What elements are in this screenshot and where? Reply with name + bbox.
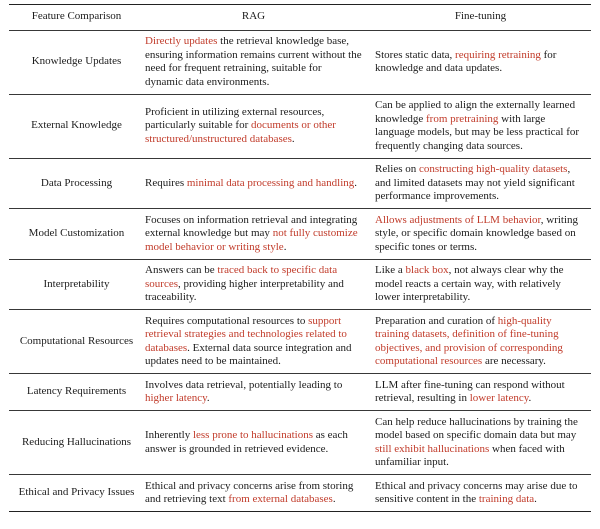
fine-tuning-cell bbox=[374, 374, 591, 411]
feature-label: Reducing Hallucinations bbox=[9, 411, 144, 475]
body-text: as each answer is grounded in retrieved evidence. bbox=[145, 429, 348, 455]
table-row bbox=[9, 374, 591, 411]
body-text: . bbox=[332, 493, 336, 505]
body-text: Preparation and curation of bbox=[375, 314, 498, 327]
feature-label: Computational Resources bbox=[9, 310, 144, 374]
highlighted-phrase: minimal data processing and handling bbox=[186, 176, 355, 189]
body-text: Stores static data, bbox=[375, 48, 456, 61]
table-row bbox=[9, 259, 591, 310]
feature-label: Model Customization bbox=[9, 209, 144, 260]
highlighted-phrase: support retrieval strategies and technologies related to databases bbox=[145, 314, 347, 354]
highlighted-phrase: requiring retraining bbox=[455, 48, 541, 61]
table-row bbox=[9, 158, 591, 209]
column-header-feature-comparison: Feature Comparison bbox=[9, 5, 144, 31]
column-header-fine-tuning: Fine-tuning bbox=[374, 5, 591, 31]
fine-tuning-cell bbox=[374, 411, 591, 475]
body-text: . External data source integration and updates need to be maintained. bbox=[145, 341, 352, 367]
body-text: , providing higher interpretability and traceability. bbox=[145, 277, 344, 303]
feature-label: Latency Requirements bbox=[9, 374, 144, 411]
table-header bbox=[9, 5, 591, 31]
body-text: . bbox=[528, 392, 532, 404]
highlighted-phrase: still exhibit hallucinations bbox=[375, 442, 490, 455]
fine-tuning-cell bbox=[374, 259, 591, 310]
rag-cell bbox=[144, 94, 374, 158]
fine-tuning-cell bbox=[374, 158, 591, 209]
body-text: Focuses on information retrieval and integrating external knowledge but may bbox=[145, 213, 358, 239]
body-text: Ethical and privacy concerns may arise due to sensitive content in the bbox=[375, 479, 578, 505]
feature-label: Data Processing bbox=[9, 158, 144, 209]
body-text: Like a bbox=[375, 264, 406, 276]
body-text: Ethical and privacy concerns arise from storing and retrieving text bbox=[145, 479, 354, 505]
fine-tuning-cell bbox=[374, 94, 591, 158]
body-text: Relies on bbox=[375, 163, 419, 175]
rag-cell bbox=[144, 310, 374, 374]
table-row bbox=[9, 411, 591, 475]
body-text: . bbox=[354, 176, 358, 189]
highlighted-phrase: from pretraining bbox=[426, 112, 499, 125]
column-header-rag: RAG bbox=[144, 5, 374, 31]
body-text: Can be applied to align the externally learned knowledge bbox=[375, 99, 576, 125]
body-text: for knowledge and data updates. bbox=[375, 48, 557, 74]
highlighted-phrase: documents or other structured/unstructured databases bbox=[145, 119, 336, 145]
highlighted-phrase: high-quality training datasets, definition of fine-tuning objectives, and provision of corresponding computational resources bbox=[375, 314, 563, 367]
body-text: Proficient in utilizing external resources, particularly suitable for bbox=[145, 105, 325, 132]
table-row bbox=[9, 310, 591, 374]
body-text: . bbox=[291, 132, 295, 145]
body-text: Can help reduce hallucinations by training the model based on specific domain data but may bbox=[375, 415, 578, 441]
rag-cell bbox=[144, 374, 374, 411]
table-row bbox=[9, 30, 591, 94]
body-text: , writing style, or specific domain knowledge based on specific tones or terms. bbox=[375, 213, 579, 253]
feature-label: Interpretability bbox=[9, 259, 144, 310]
highlighted-phrase: black box bbox=[405, 264, 449, 276]
rag-cell bbox=[144, 158, 374, 209]
table-row bbox=[9, 209, 591, 260]
rag-cell bbox=[144, 259, 374, 310]
comparison-table bbox=[9, 4, 591, 512]
table-body bbox=[9, 30, 591, 512]
highlighted-phrase: not fully customize model behavior or writing style bbox=[145, 227, 358, 253]
highlighted-phrase: training data bbox=[478, 493, 535, 505]
body-text: the retrieval knowledge base, ensuring information remains current without the need for frequent retraining, suitable for dynamic data environments. bbox=[145, 35, 362, 88]
table-row bbox=[9, 475, 591, 512]
highlighted-phrase: Directly updates bbox=[145, 35, 218, 47]
body-text: when faced with unfamiliar input. bbox=[375, 442, 565, 468]
body-text: Involves data retrieval, potentially leading to bbox=[145, 378, 343, 391]
fine-tuning-cell bbox=[374, 475, 591, 512]
highlighted-phrase: higher latency bbox=[145, 392, 207, 404]
highlighted-phrase: traced back to specific data sources bbox=[145, 264, 338, 290]
fine-tuning-cell bbox=[374, 310, 591, 374]
body-text: . bbox=[206, 392, 210, 404]
body-text: , not always clear why the model reacts a certain way, with relatively lower interpretability. bbox=[375, 264, 564, 303]
body-text: . bbox=[283, 240, 287, 253]
header-row bbox=[9, 5, 591, 31]
body-text: are necessary. bbox=[482, 355, 546, 367]
feature-label: External Knowledge bbox=[9, 94, 144, 158]
highlighted-phrase: constructing high-quality datasets bbox=[419, 163, 568, 175]
body-text: . bbox=[534, 493, 537, 505]
body-text: with large language models, but may be less practical for frequently changing data sources. bbox=[375, 112, 580, 152]
body-text: Requires bbox=[145, 176, 187, 189]
feature-label: Ethical and Privacy Issues bbox=[9, 475, 144, 512]
highlighted-phrase: Allows adjustments of LLM behavior bbox=[375, 213, 541, 226]
rag-cell bbox=[144, 411, 374, 475]
fine-tuning-cell bbox=[374, 30, 591, 94]
highlighted-phrase: from external databases bbox=[228, 493, 333, 505]
rag-cell bbox=[144, 209, 374, 260]
highlighted-phrase: less prone to hallucinations bbox=[192, 429, 314, 441]
table-row bbox=[9, 94, 591, 158]
rag-cell bbox=[144, 475, 374, 512]
fine-tuning-cell bbox=[374, 209, 591, 260]
body-text: Inherently bbox=[145, 429, 193, 441]
body-text: Requires computational resources to bbox=[145, 314, 309, 327]
body-text: , and limited datasets may not yield significant performance improvements. bbox=[375, 163, 575, 202]
highlighted-phrase: lower latency bbox=[469, 392, 529, 404]
feature-label: Knowledge Updates bbox=[9, 30, 144, 94]
body-text: Answers can be bbox=[145, 264, 218, 276]
body-text: LLM after fine-tuning can respond without retrieval, resulting in bbox=[375, 378, 565, 404]
rag-cell bbox=[144, 30, 374, 94]
